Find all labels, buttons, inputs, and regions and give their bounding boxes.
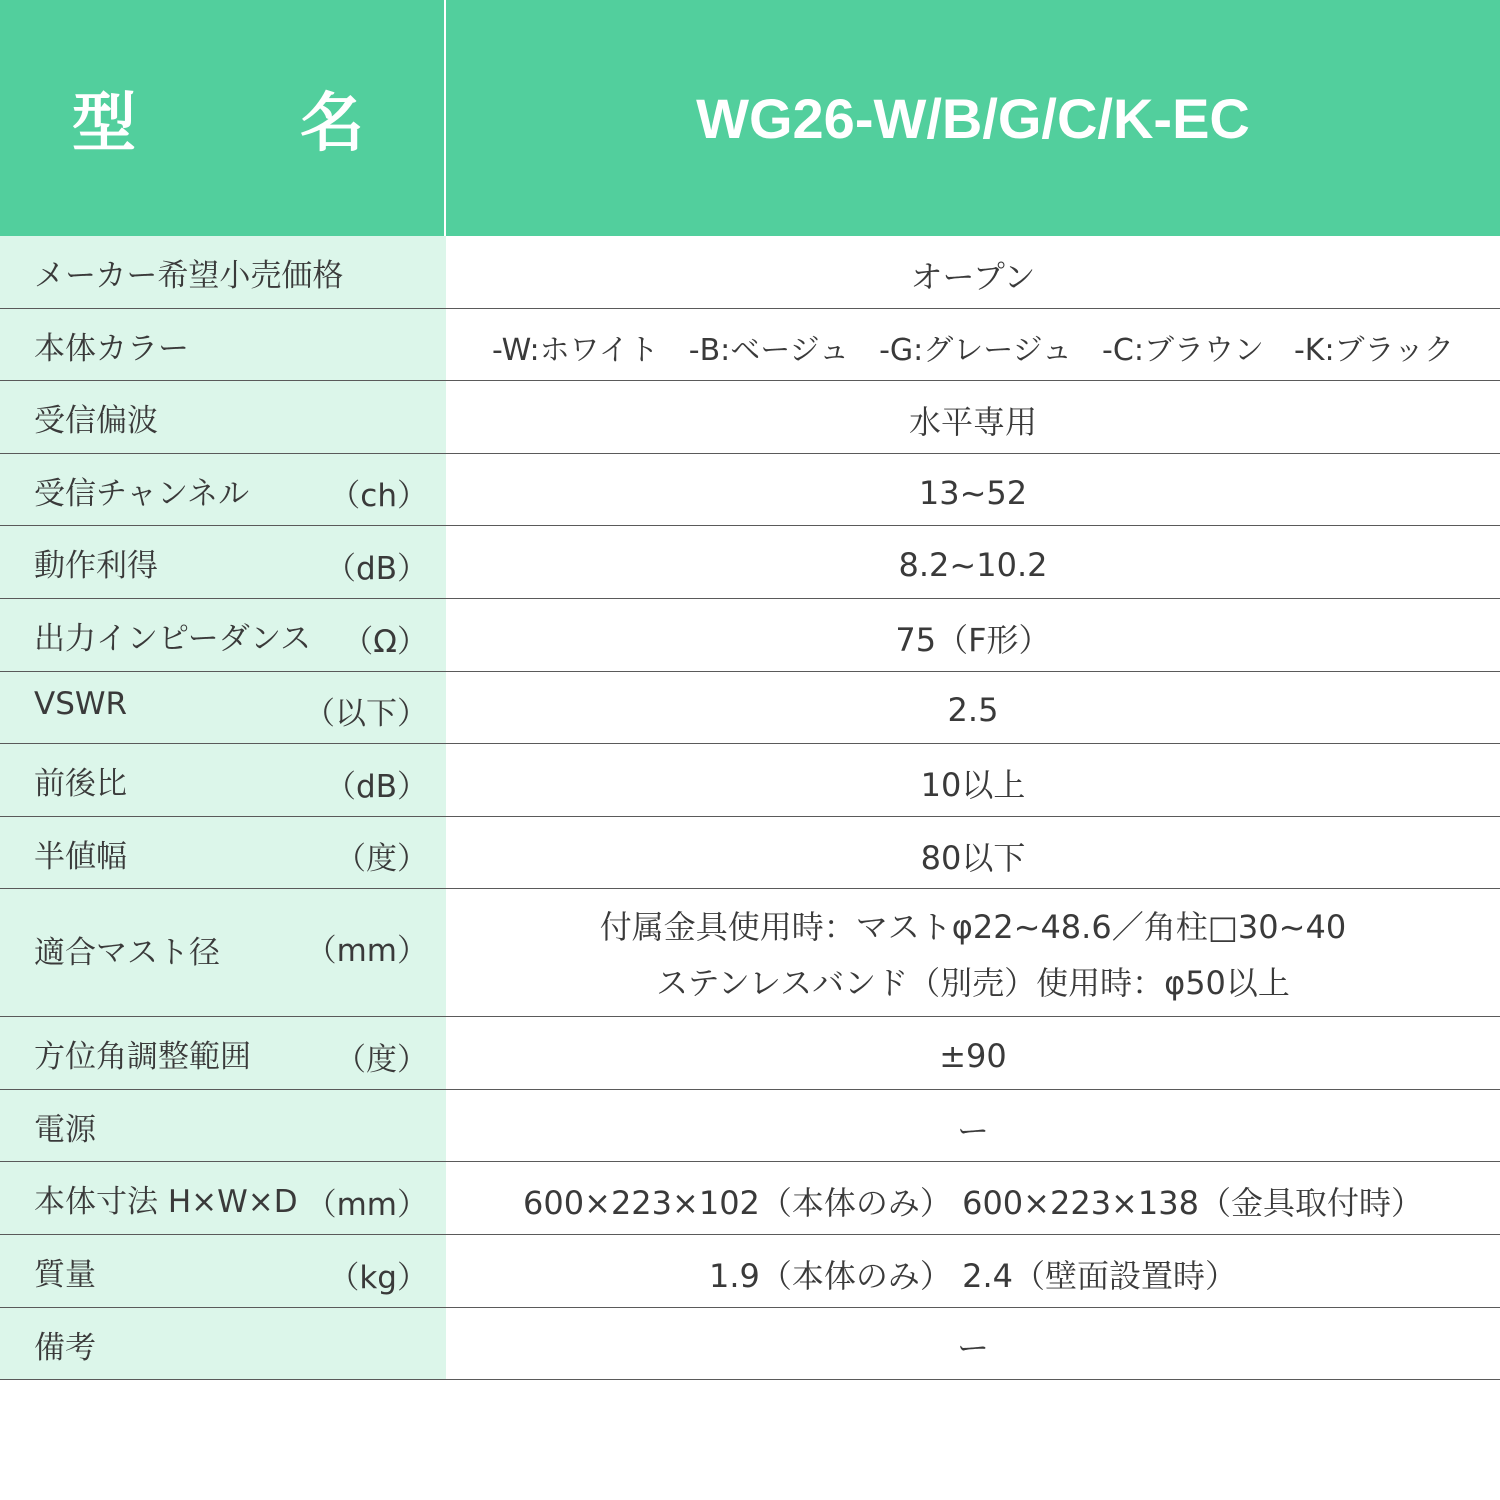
spec-row-notes — [0, 1308, 1500, 1381]
spec-unit: （mm） — [305, 1186, 428, 1223]
spec-label-cell — [0, 454, 446, 526]
spec-value-cell — [446, 817, 1500, 889]
spec-value: オープン — [910, 257, 1036, 296]
spec-value: ー — [956, 1111, 989, 1150]
spec-row-vswr — [0, 672, 1500, 745]
spec-unit: （dB） — [325, 550, 428, 587]
spec-label-cell — [0, 889, 446, 1016]
spec-label-cell — [0, 744, 446, 816]
spec-row-polarization — [0, 381, 1500, 454]
spec-value: 水平専用 — [908, 402, 1037, 441]
spec-label: 質量 — [34, 1256, 96, 1293]
spec-unit: （kg） — [328, 1259, 428, 1296]
spec-value: 600×223×102（本体のみ） 600×223×138（金具取付時） — [523, 1184, 1423, 1223]
spec-label-cell — [0, 309, 446, 381]
spec-value: 1.9（本体のみ） 2.4（壁面設置時） — [709, 1256, 1237, 1295]
spec-label-cell — [0, 1090, 446, 1162]
spec-value-cell — [446, 672, 1500, 744]
spec-value-cell — [446, 1090, 1500, 1162]
spec-value-cell — [446, 381, 1500, 453]
spec-row-dimensions — [0, 1162, 1500, 1235]
spec-label-cell — [0, 1162, 446, 1234]
spec-label: 前後比 — [34, 766, 127, 803]
spec-label-cell — [0, 817, 446, 889]
spec-value-cell — [446, 889, 1500, 1016]
spec-unit: （ch） — [329, 478, 428, 515]
spec-row-body-color — [0, 309, 1500, 382]
spec-value: 13~52 — [918, 473, 1028, 512]
spec-value: 2.5 — [947, 691, 999, 730]
spec-unit: （度） — [335, 841, 428, 878]
spec-value-cell — [446, 1162, 1500, 1234]
spec-value-cell — [446, 309, 1500, 381]
spec-label-cell — [0, 526, 446, 598]
spec-label-cell — [0, 1235, 446, 1307]
spec-value-cell — [446, 599, 1500, 671]
spec-value: 付属金具使用時：マストφ22~48.6／角柱□30~40 — [599, 907, 1347, 946]
spec-value: 10以上 — [920, 765, 1026, 804]
spec-row-weight — [0, 1235, 1500, 1308]
model-number: WG26-W/B/G/C/K-EC — [696, 86, 1250, 150]
spec-label: VSWR — [34, 685, 128, 722]
spec-label: 本体カラー — [34, 330, 189, 367]
spec-label-cell — [0, 1308, 446, 1380]
spec-value-cell — [446, 1017, 1500, 1089]
spec-label-cell — [0, 672, 446, 744]
spec-label-cell — [0, 599, 446, 671]
spec-row-price — [0, 236, 1500, 309]
spec-unit: （mm） — [305, 933, 428, 970]
spec-label: 半値幅 — [34, 838, 127, 875]
spec-label-cell — [0, 381, 446, 453]
spec-value-cell — [446, 744, 1500, 816]
spec-label: 適合マスト径 — [34, 935, 220, 972]
spec-label-cell — [0, 236, 446, 308]
spec-label: 方位角調整範囲 — [34, 1039, 251, 1076]
spec-label: 受信チャンネル — [34, 475, 250, 512]
spec-label: 受信偏波 — [34, 403, 158, 440]
spec-value-cell — [446, 236, 1500, 308]
spec-label: 電源 — [34, 1111, 96, 1148]
spec-value-cell — [446, 454, 1500, 526]
spec-value: ±90 — [939, 1036, 1007, 1075]
model-label-char-2: 名 — [300, 87, 364, 161]
spec-label-cell — [0, 1017, 446, 1089]
spec-row-beamwidth — [0, 817, 1500, 890]
spec-value: 80以下 — [920, 838, 1026, 877]
spec-label: メーカー希望小売価格 — [34, 258, 344, 294]
spec-value-line-2: ステンレスバンド（別売）使用時：φ50以上 — [656, 963, 1290, 1002]
spec-label: 動作利得 — [34, 548, 158, 585]
spec-label: 出力インピーダンス — [34, 620, 312, 657]
spec-value-cell — [446, 1308, 1500, 1380]
spec-value-cell — [446, 526, 1500, 598]
spec-unit: （度） — [335, 1041, 428, 1078]
spec-unit: （dB） — [325, 768, 428, 805]
model-name-label — [0, 0, 446, 236]
spec-row-front-back-ratio — [0, 744, 1500, 817]
spec-label: 備考 — [34, 1329, 96, 1366]
spec-row-power — [0, 1090, 1500, 1163]
spec-row-gain — [0, 526, 1500, 599]
spec-value: ー — [956, 1329, 989, 1368]
spec-label: 本体寸法 H×W×D — [34, 1184, 298, 1221]
spec-value-cell — [446, 1235, 1500, 1307]
model-label-char-1: 型 — [72, 87, 136, 161]
spec-value: 8.2~10.2 — [898, 546, 1048, 585]
spec-value: 75（F形） — [895, 620, 1051, 659]
table-header — [0, 0, 1500, 236]
spec-row-mast-diameter — [0, 889, 1500, 1017]
spec-unit: （Ω） — [342, 623, 428, 660]
spec-row-impedance — [0, 599, 1500, 672]
spec-row-azimuth-range — [0, 1017, 1500, 1090]
spec-unit: （以下） — [304, 696, 428, 733]
spec-value: -W:ホワイト -B:ベージュ -G:グレージュ -C:ブラウン -K:ブラック — [492, 333, 1454, 369]
spec-row-channels — [0, 454, 1500, 527]
